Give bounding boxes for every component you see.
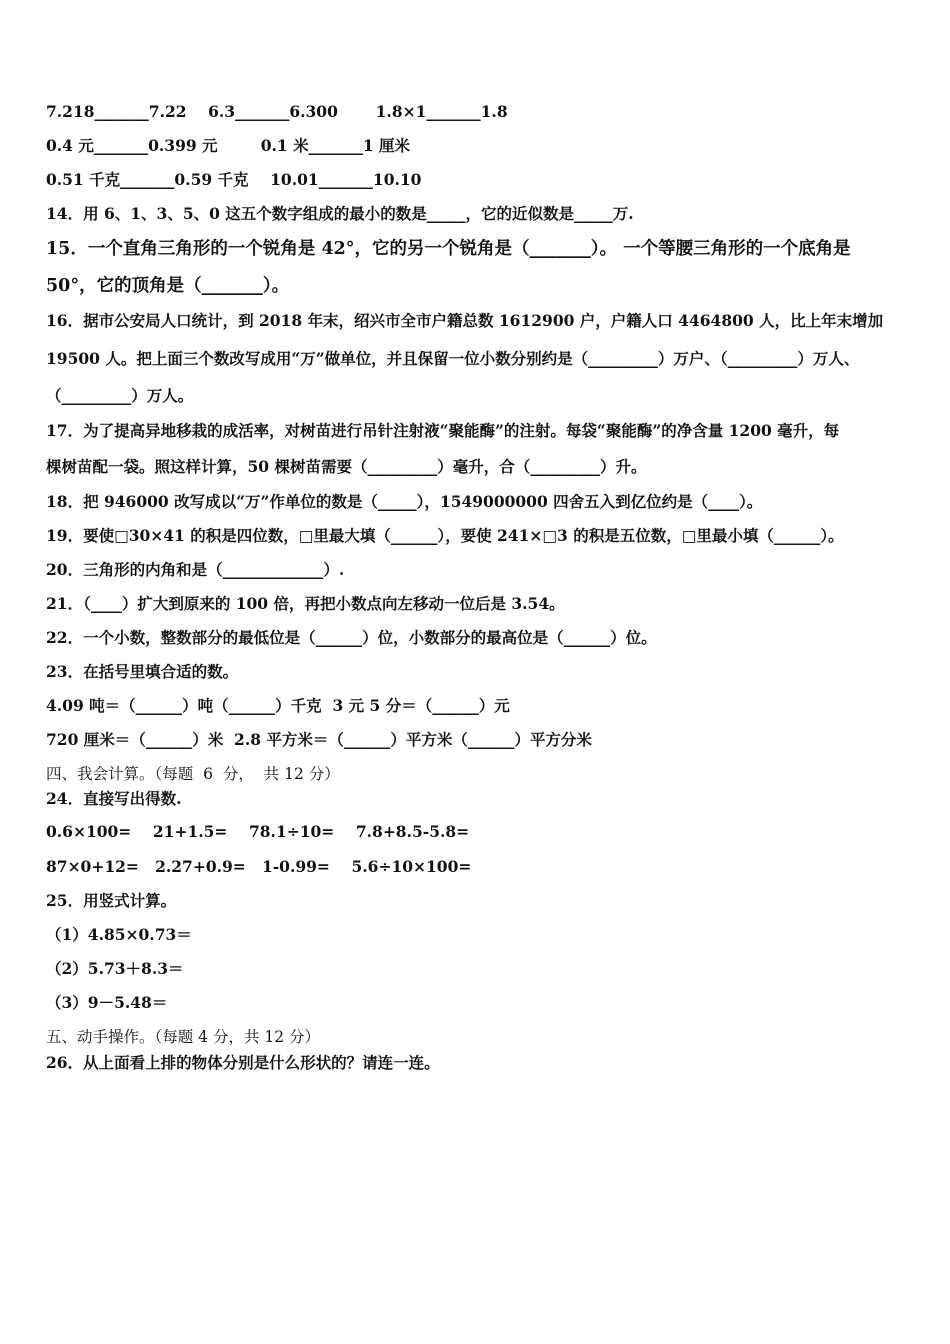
question-26: 26．从上面看上排的物体分别是什么形状的？请连一连。: [46, 1053, 440, 1072]
compare-row-1: 7.218_______7.22 6.3_______6.300 1.8×1_______1.8: [46, 102, 508, 121]
question-25: 25．用竖式计算。: [46, 891, 177, 910]
question-15-line-1: 15．一个直角三角形的一个锐角是 42°，它的另一个锐角是（_______）。 一个等腰三角形的一个底角是: [46, 239, 851, 259]
question-25-part-3: （3）9－5.48＝: [46, 993, 168, 1012]
question-25-part-2: （2）5.73＋8.3＝: [46, 959, 184, 978]
question-22: 22．一个小数，整数部分的最低位是（______）位，小数部分的最高位是（______）位。: [46, 628, 657, 647]
compare-row-2: 0.4 元_______0.399 元 0.1 米_______1 厘米: [46, 136, 411, 155]
question-16-line-2: 19500 人。把上面三个数改写成用“万”做单位，并且保留一位小数分别约是（_________）万户、（_________）万人、: [46, 349, 860, 368]
question-23-row-1: 4.09 吨＝（______）吨（______）千克 3 元 5 分＝（______）元: [46, 696, 510, 715]
question-20: 20．三角形的内角和是（_____________）.: [46, 560, 345, 579]
section-4-heading: 四、我会计算。（每题 6 分， 共 12 分）: [46, 765, 340, 783]
question-14: 14．用 6、1、3、5、0 这五个数字组成的最小的数是_____，它的近似数是_____万.: [46, 204, 634, 223]
question-23-row-2: 720 厘米＝（______）米 2.8 平方米＝（______）平方米（______）平方分米: [46, 730, 592, 749]
question-23: 23．在括号里填合适的数。: [46, 662, 239, 681]
question-24: 24．直接写出得数.: [46, 789, 182, 808]
question-18: 18．把 946000 改写成以“万”作单位的数是（_____），1549000000 四舍五入到亿位约是（____）。: [46, 492, 763, 511]
question-19: 19．要使□30×41 的积是四位数，□里最大填（______），要使 241×□3 的积是五位数，□里最小填（______）。: [46, 526, 844, 545]
compare-row-3: 0.51 千克_______0.59 千克 10.01_______10.10: [46, 170, 422, 189]
question-16-line-3: （_________）万人。: [46, 386, 194, 405]
question-24-row-2: 87×0+12= 2.27+0.9= 1-0.99= 5.6÷10×100=: [46, 857, 472, 876]
question-17-line-2: 棵树苗配一袋。照这样计算，50 棵树苗需要（_________）毫升，合（_________）升。: [46, 457, 647, 476]
question-21: 21．（____）扩大到原来的 100 倍，再把小数点向左移动一位后是 3.54。: [46, 594, 565, 613]
question-16-line-1: 16．据市公安局人口统计，到 2018 年末，绍兴市全市户籍总数 1612900 户，户籍人口 4464800 人，比上年末增加: [46, 311, 884, 330]
question-24-row-1: 0.6×100= 21+1.5= 78.1÷10= 7.8+8.5-5.8=: [46, 822, 470, 841]
question-25-part-1: （1）4.85×0.73＝: [46, 925, 192, 944]
question-17-line-1: 17．为了提高异地移栽的成活率，对树苗进行吊针注射液“聚能酶”的注射。每袋“聚能酶”的净含量 1200 毫升，每: [46, 421, 840, 440]
question-15-line-2: 50°，它的顶角是（_______）。: [46, 276, 290, 296]
section-5-heading: 五、动手操作。（每题 4 分，共 12 分）: [46, 1028, 321, 1046]
